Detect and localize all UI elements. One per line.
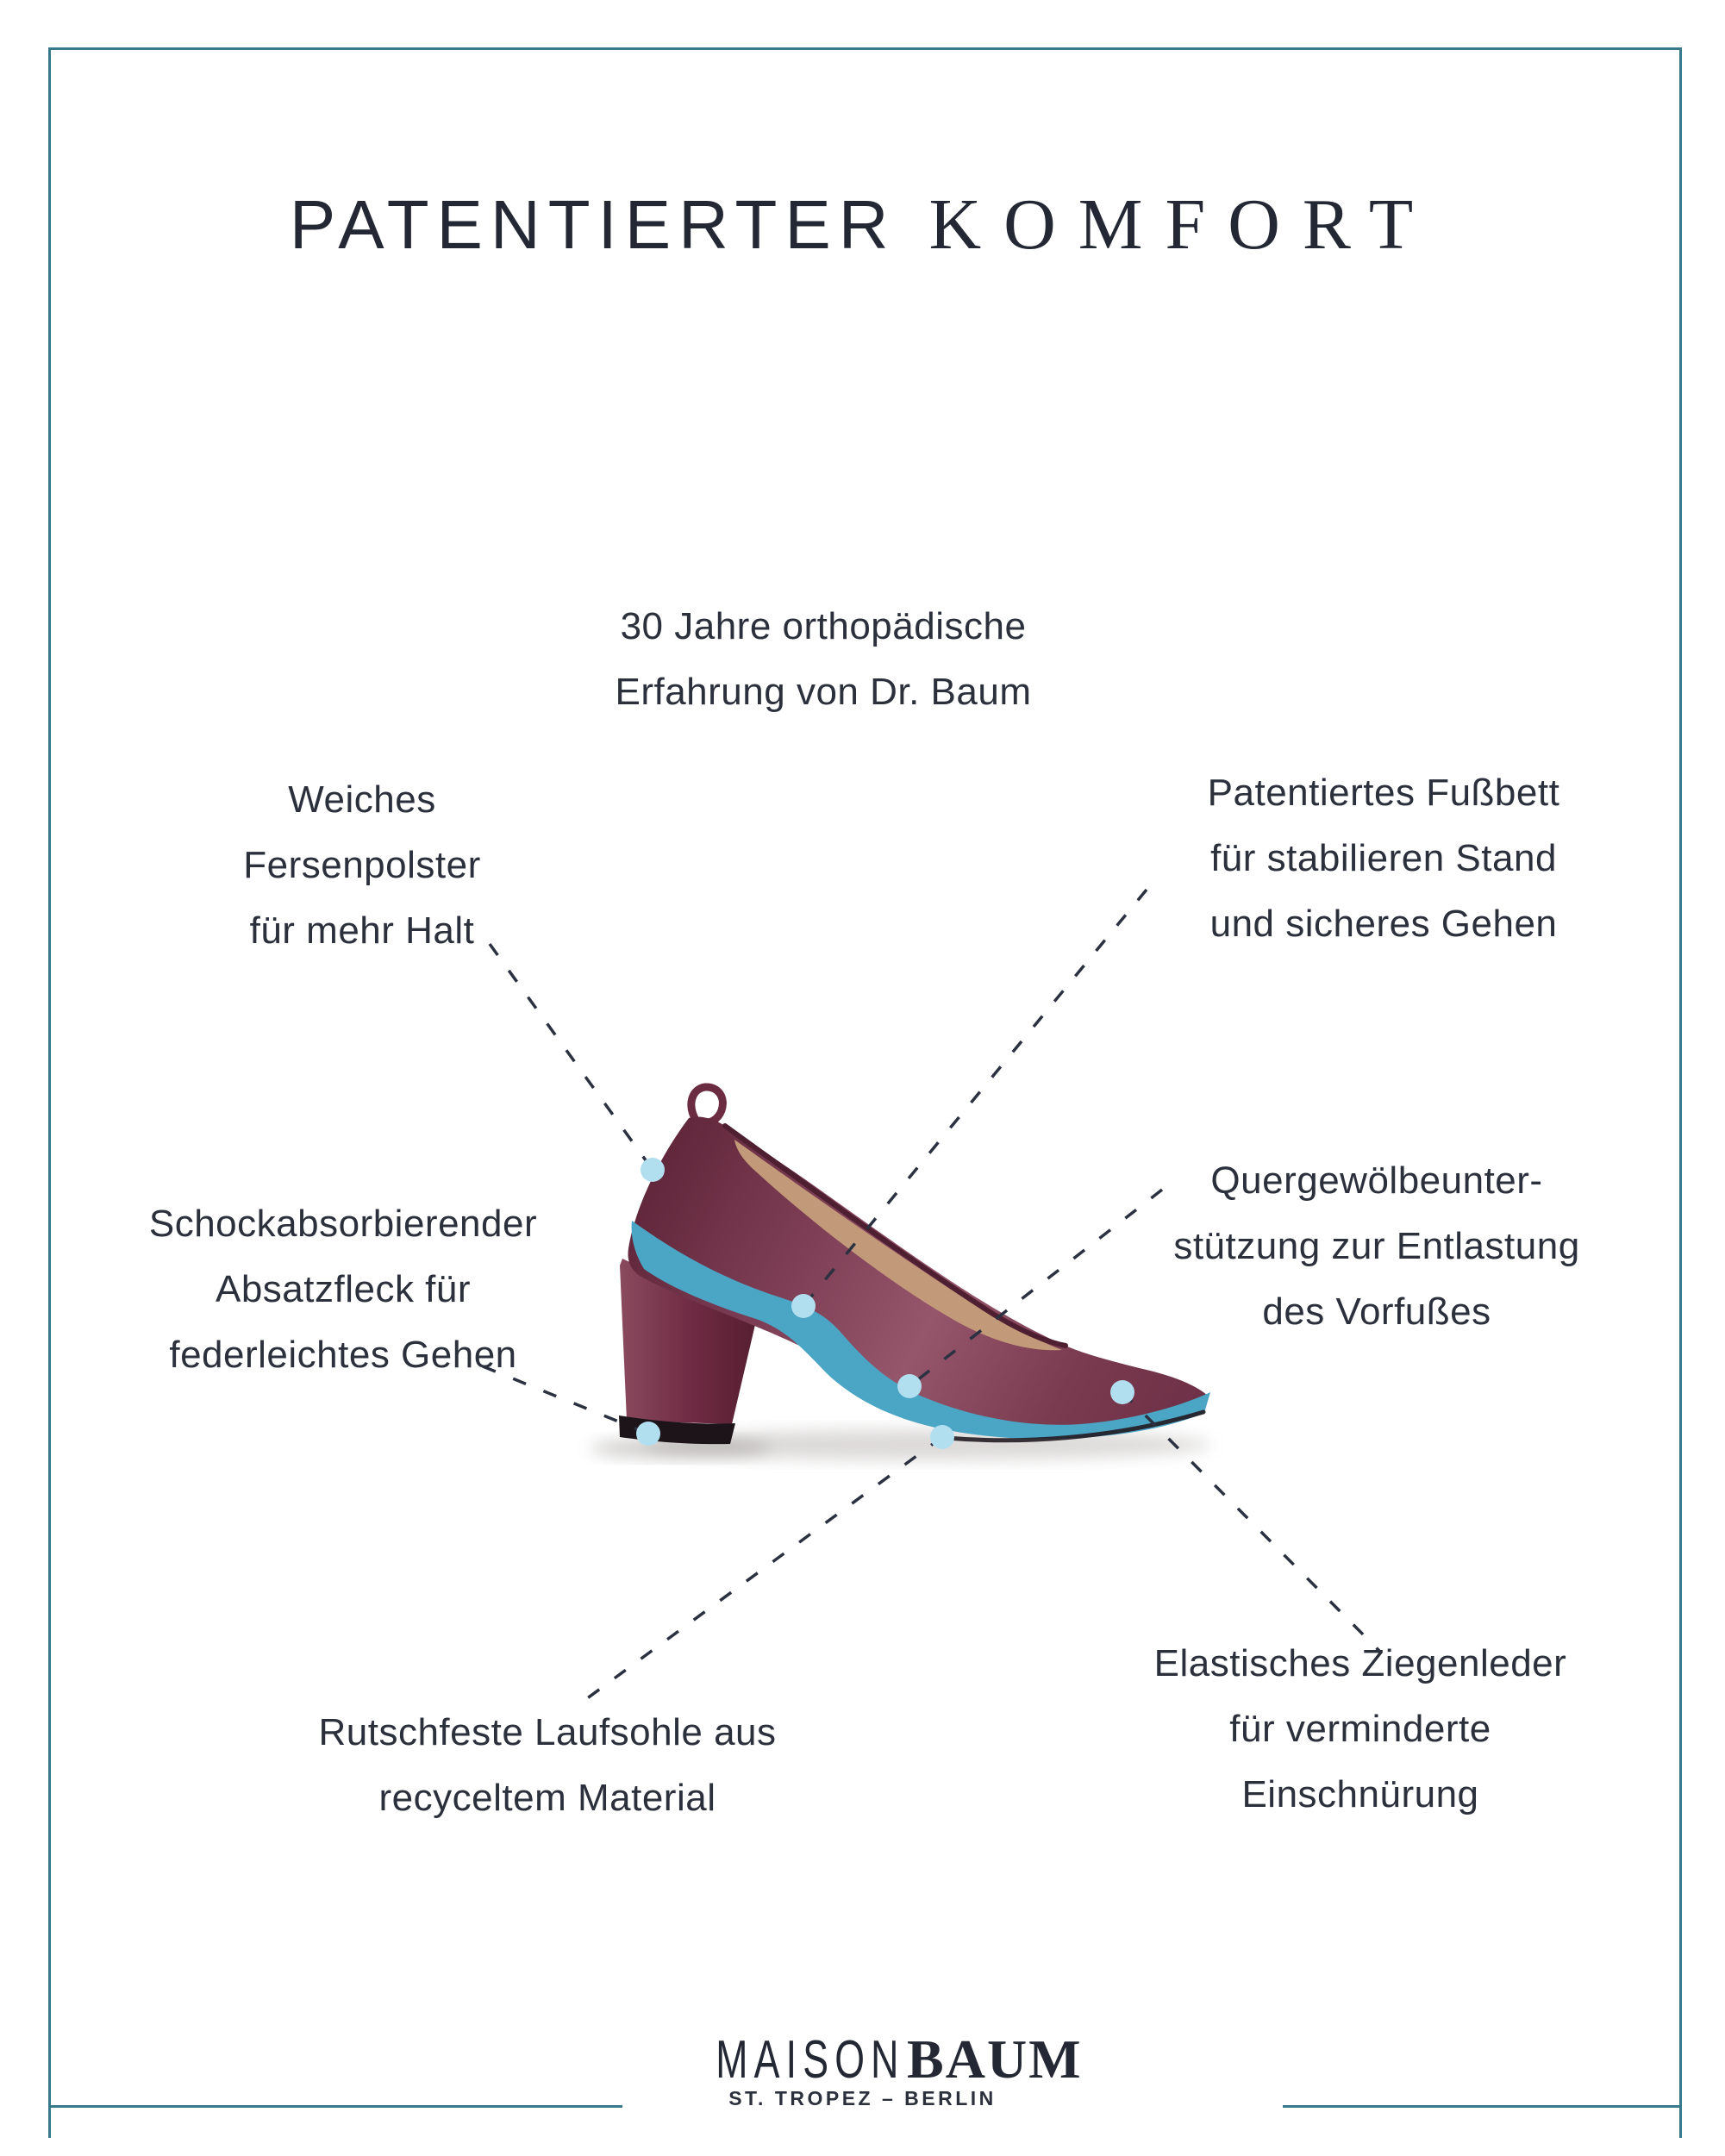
note-line: für mehr Halt — [249, 909, 475, 952]
feature-dot-quergewoelbe — [897, 1374, 922, 1398]
note-line: Absatzfleck für — [215, 1268, 472, 1310]
note-line: 30 Jahre orthopädische — [620, 605, 1027, 647]
note-line: und sicheres Gehen — [1209, 903, 1558, 945]
note-line: Rutschfeste Laufsohle aus — [318, 1711, 777, 1753]
note-line: Elastisches Ziegenleder — [1153, 1642, 1567, 1684]
title-word-komfort: KOMFORT — [928, 184, 1436, 265]
leader-line-laufsohle — [573, 1437, 942, 1709]
feature-dot-absatzfleck — [636, 1422, 660, 1446]
leader-line-ziegenleder — [1122, 1392, 1379, 1651]
note-line: Erfahrung von Dr. Baum — [615, 671, 1032, 713]
note-line: Fersenpolster — [243, 844, 481, 886]
title-word-patentierter: PATENTIERTER — [289, 186, 897, 263]
note-line: für stabilieren Stand — [1210, 837, 1557, 879]
feature-dot-fersenpolster — [641, 1158, 665, 1182]
note-line: recyceltem Material — [378, 1777, 716, 1819]
brand-tagline: ST. TROPEZ – BERLIN — [728, 2087, 997, 2109]
feature-dot-ziegenleder — [1110, 1380, 1134, 1404]
note-line: federleichtes Gehen — [169, 1334, 517, 1376]
leader-line-quergewoelbe — [909, 1190, 1162, 1386]
note-line: Weiches — [288, 778, 436, 821]
note-line: für verminderte — [1229, 1708, 1491, 1750]
brand-logo — [0, 2028, 1725, 2091]
note-line: Patentiertes Fußbett — [1207, 772, 1560, 814]
logo-word-baum: BAUM — [907, 2028, 1083, 2090]
note-line: Quergewölbeunter- — [1210, 1159, 1543, 1202]
leader-line-fersenpolster — [490, 944, 653, 1170]
logo-word-maison: MAISON — [716, 2030, 906, 2090]
note-line: Schockabsorbierender — [148, 1203, 538, 1245]
note-line: des Vorfußes — [1262, 1290, 1491, 1333]
note-line: Einschnürung — [1241, 1773, 1479, 1815]
leader-line-fussbett — [803, 890, 1147, 1306]
note-line: stützung zur Entlastung — [1173, 1225, 1580, 1267]
feature-dot-fussbett — [791, 1294, 816, 1318]
leader-line-absatzfleck — [483, 1366, 648, 1434]
feature-dot-laufsohle — [930, 1425, 954, 1449]
